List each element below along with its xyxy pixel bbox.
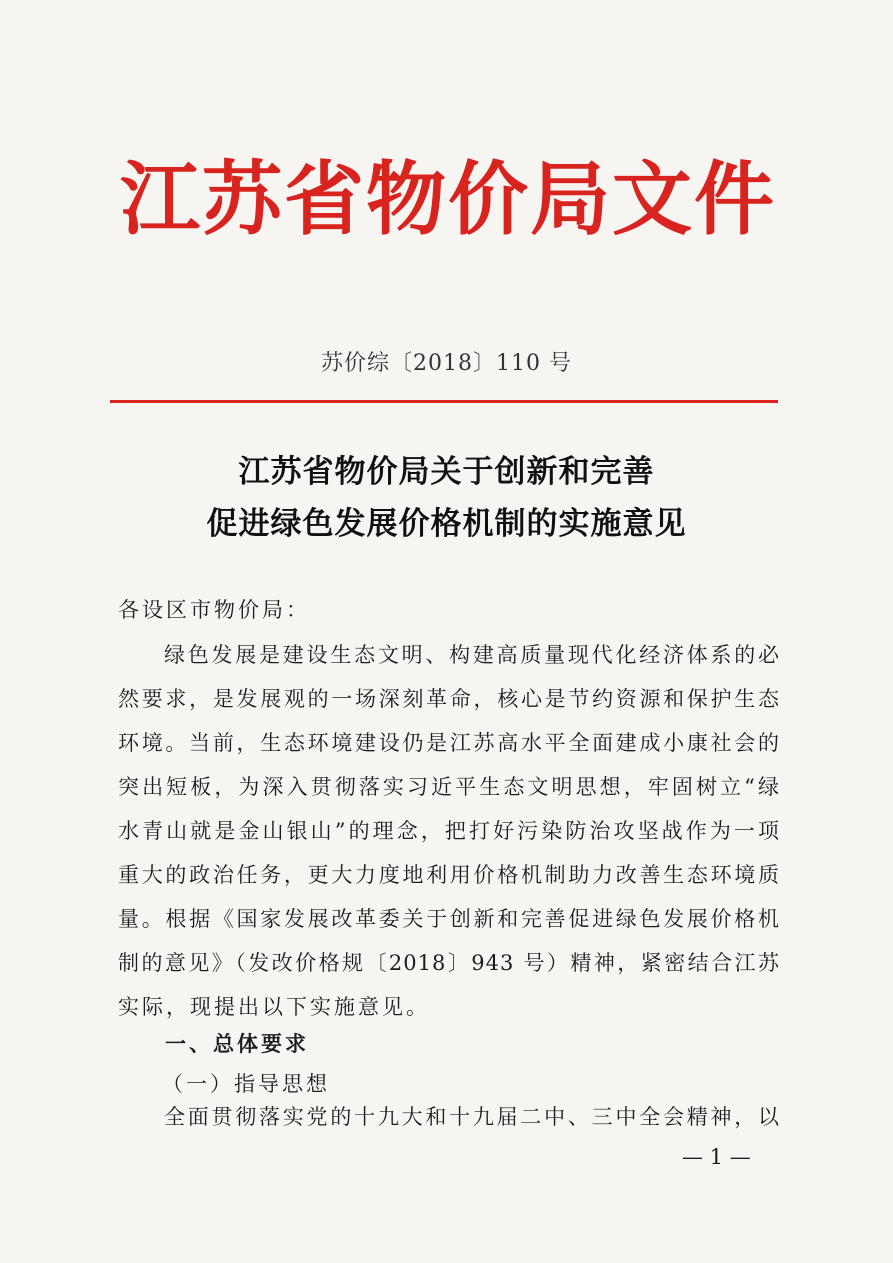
subsection-heading: （一）指导思想 [162, 1072, 330, 1096]
body-text-line: 全面贯彻落实党的十九大和十九届二中、三中全会精神，以 [164, 1105, 780, 1129]
document-title-line-1: 江苏省物价局关于创新和完善 [238, 454, 655, 490]
body-text-line: 制的意见》（发改价格规〔2018〕943 号）精神，紧密结合江苏 [118, 951, 780, 975]
salutation: 各设区市物价局： [118, 598, 310, 622]
document-number: 苏价综〔2018〕110 号 [321, 351, 572, 376]
body-text-line: 水青山就是金山银山”的理念，把打好污染防治攻坚战作为一项 [118, 819, 780, 843]
body-text-line: 重大的政治任务，更大力度地利用价格机制助力改善生态环境质 [118, 863, 780, 887]
page-number: — 1 — [682, 1145, 751, 1169]
document-masthead: 江苏省物价局文件 [120, 153, 776, 246]
body-text-line: 然要求，是发展观的一场深刻革命，核心是节约资源和保护生态 [118, 687, 780, 711]
body-text-line: 实际，现提出以下实施意见。 [118, 995, 430, 1019]
body-text-line: 量。根据《国家发展改革委关于创新和完善促进绿色发展价格机 [118, 907, 780, 931]
body-text-line: 突出短板，为深入贯彻落实习近平生态文明思想，牢固树立“绿 [118, 775, 780, 799]
red-divider-line [110, 400, 778, 403]
body-text-line: 绿色发展是建设生态文明、构建高质量现代化经济体系的必 [164, 643, 780, 667]
section-heading: 一、总体要求 [165, 1032, 309, 1056]
body-text-line: 环境。当前，生态环境建设仍是江苏高水平全面建成小康社会的 [118, 731, 780, 755]
document-title-line-2: 促进绿色发展价格机制的实施意见 [206, 506, 687, 542]
